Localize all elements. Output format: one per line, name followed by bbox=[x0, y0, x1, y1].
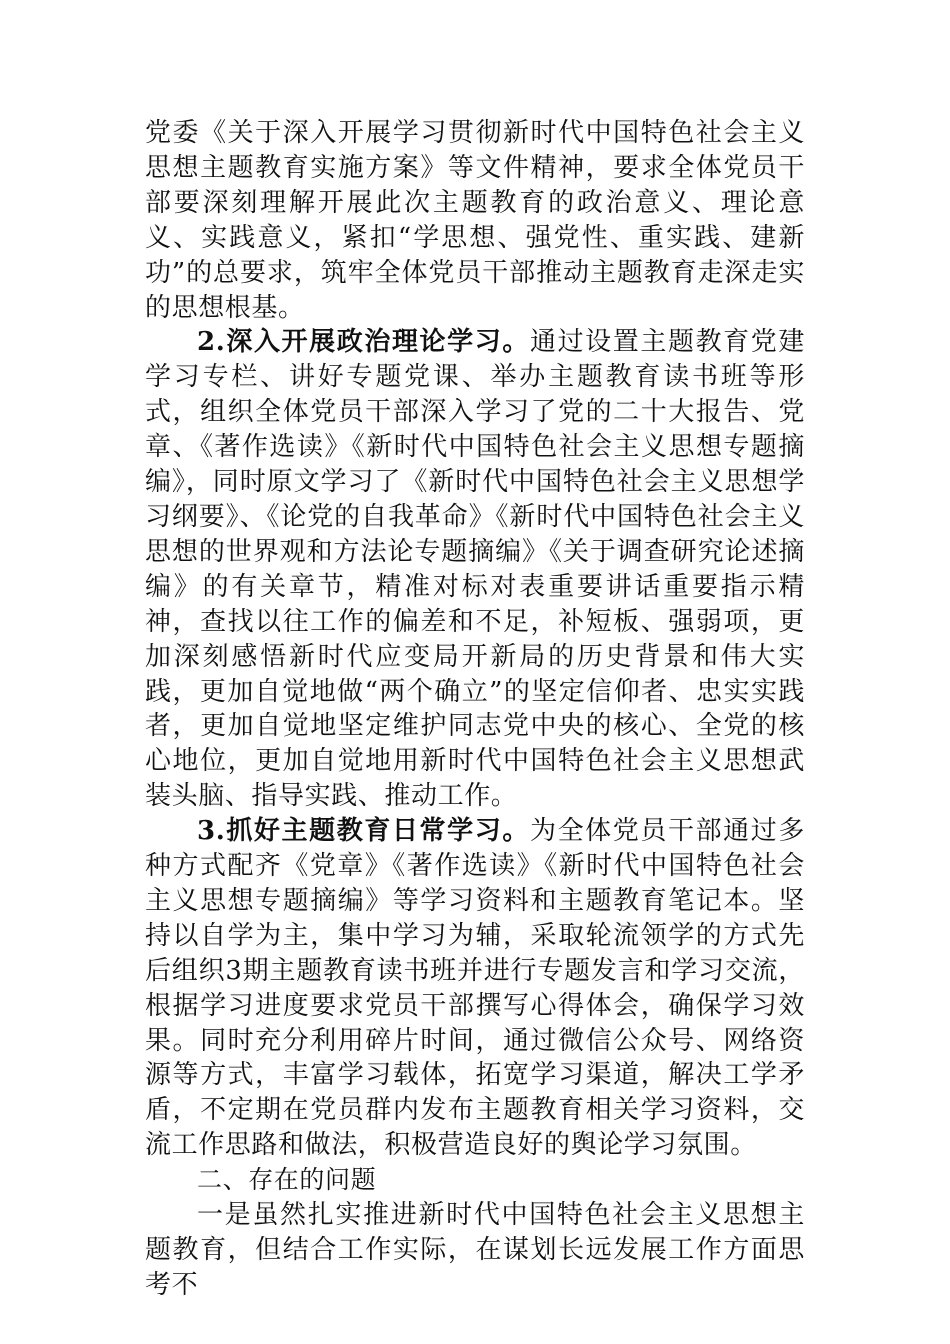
section-heading: 二、存在的问题 bbox=[197, 1165, 377, 1195]
document-body bbox=[145, 116, 805, 1303]
paragraph-3 bbox=[145, 814, 805, 1163]
paragraph-1: 党委《关于深入开展学习贯彻新时代中国特色社会主义思想主题教育实施方案》等文件精神，要求全体党员干部要深刻理解开展此次主题教育的政治意义、理论意义、实践意义，紧扣“学思想、强党性、重实践、建新功”的总要求，筑牢全体党员干部推动主题教育走深走实的思想根基。 bbox=[145, 118, 805, 323]
paragraph-2-body: 通过设置主题教育党建学习专栏、讲好专题党课、举办主题教育读书班等形式，组织全体党员干部深入学习了党的二十大报告、党章、《著作选读》《新时代中国特色社会主义思想专题摘编》，同时原文学习了《新时代中国特色社会主义思想学习纲要》、《论党的自我革命》《新时代中国特色社会主义思想的世界观和方法论专题摘编》《关于调查研究论述摘编》的有关章节，精准对标对表重要讲话重要指示精神，查找以往工作的偏差和不足，补短板、强弱项，更加深刻感悟新时代应变局开新局的历史背景和伟大实践，更加自觉地做“两个确立”的坚定信仰者、忠实实践者，更加自觉地坚定维护同志党中央的核心、全党的核心地位，更加自觉地用新时代中国特色社会主义思想武装头脑、指导实践、推动工作。 bbox=[145, 327, 805, 812]
paragraph-2 bbox=[145, 325, 805, 814]
paragraph-4: 一是虽然扎实推进新时代中国特色社会主义思想主题教育，但结合工作实际，在谋划长远发展工作方面思考不 bbox=[145, 1200, 805, 1300]
paragraph-2-lead: 2.深入开展政治理论学习。 bbox=[197, 327, 530, 358]
paragraph-3-body: 为全体党员干部通过多种方式配齐《党章》《著作选读》《新时代中国特色社会主义思想专题摘编》等学习资料和主题教育笔记本。坚持以自学为主，集中学习为辅，采取轮流领学的方式先后组织3期主题教育读书班并进行专题发言和学习交流，根据学习进度要求党员干部撰写心得体会，确保学习效果。同时充分利用碎片时间，通过微信公众号、网络资源等方式，丰富学习载体，拓宽学习渠道，解决工学矛盾，不定期在党员群内发布主题教育相关学习资料，交流工作思路和做法，积极营造良好的舆论学习氛围。 bbox=[145, 816, 805, 1161]
paragraph-3-lead: 3.抓好主题教育日常学习。 bbox=[197, 816, 530, 847]
